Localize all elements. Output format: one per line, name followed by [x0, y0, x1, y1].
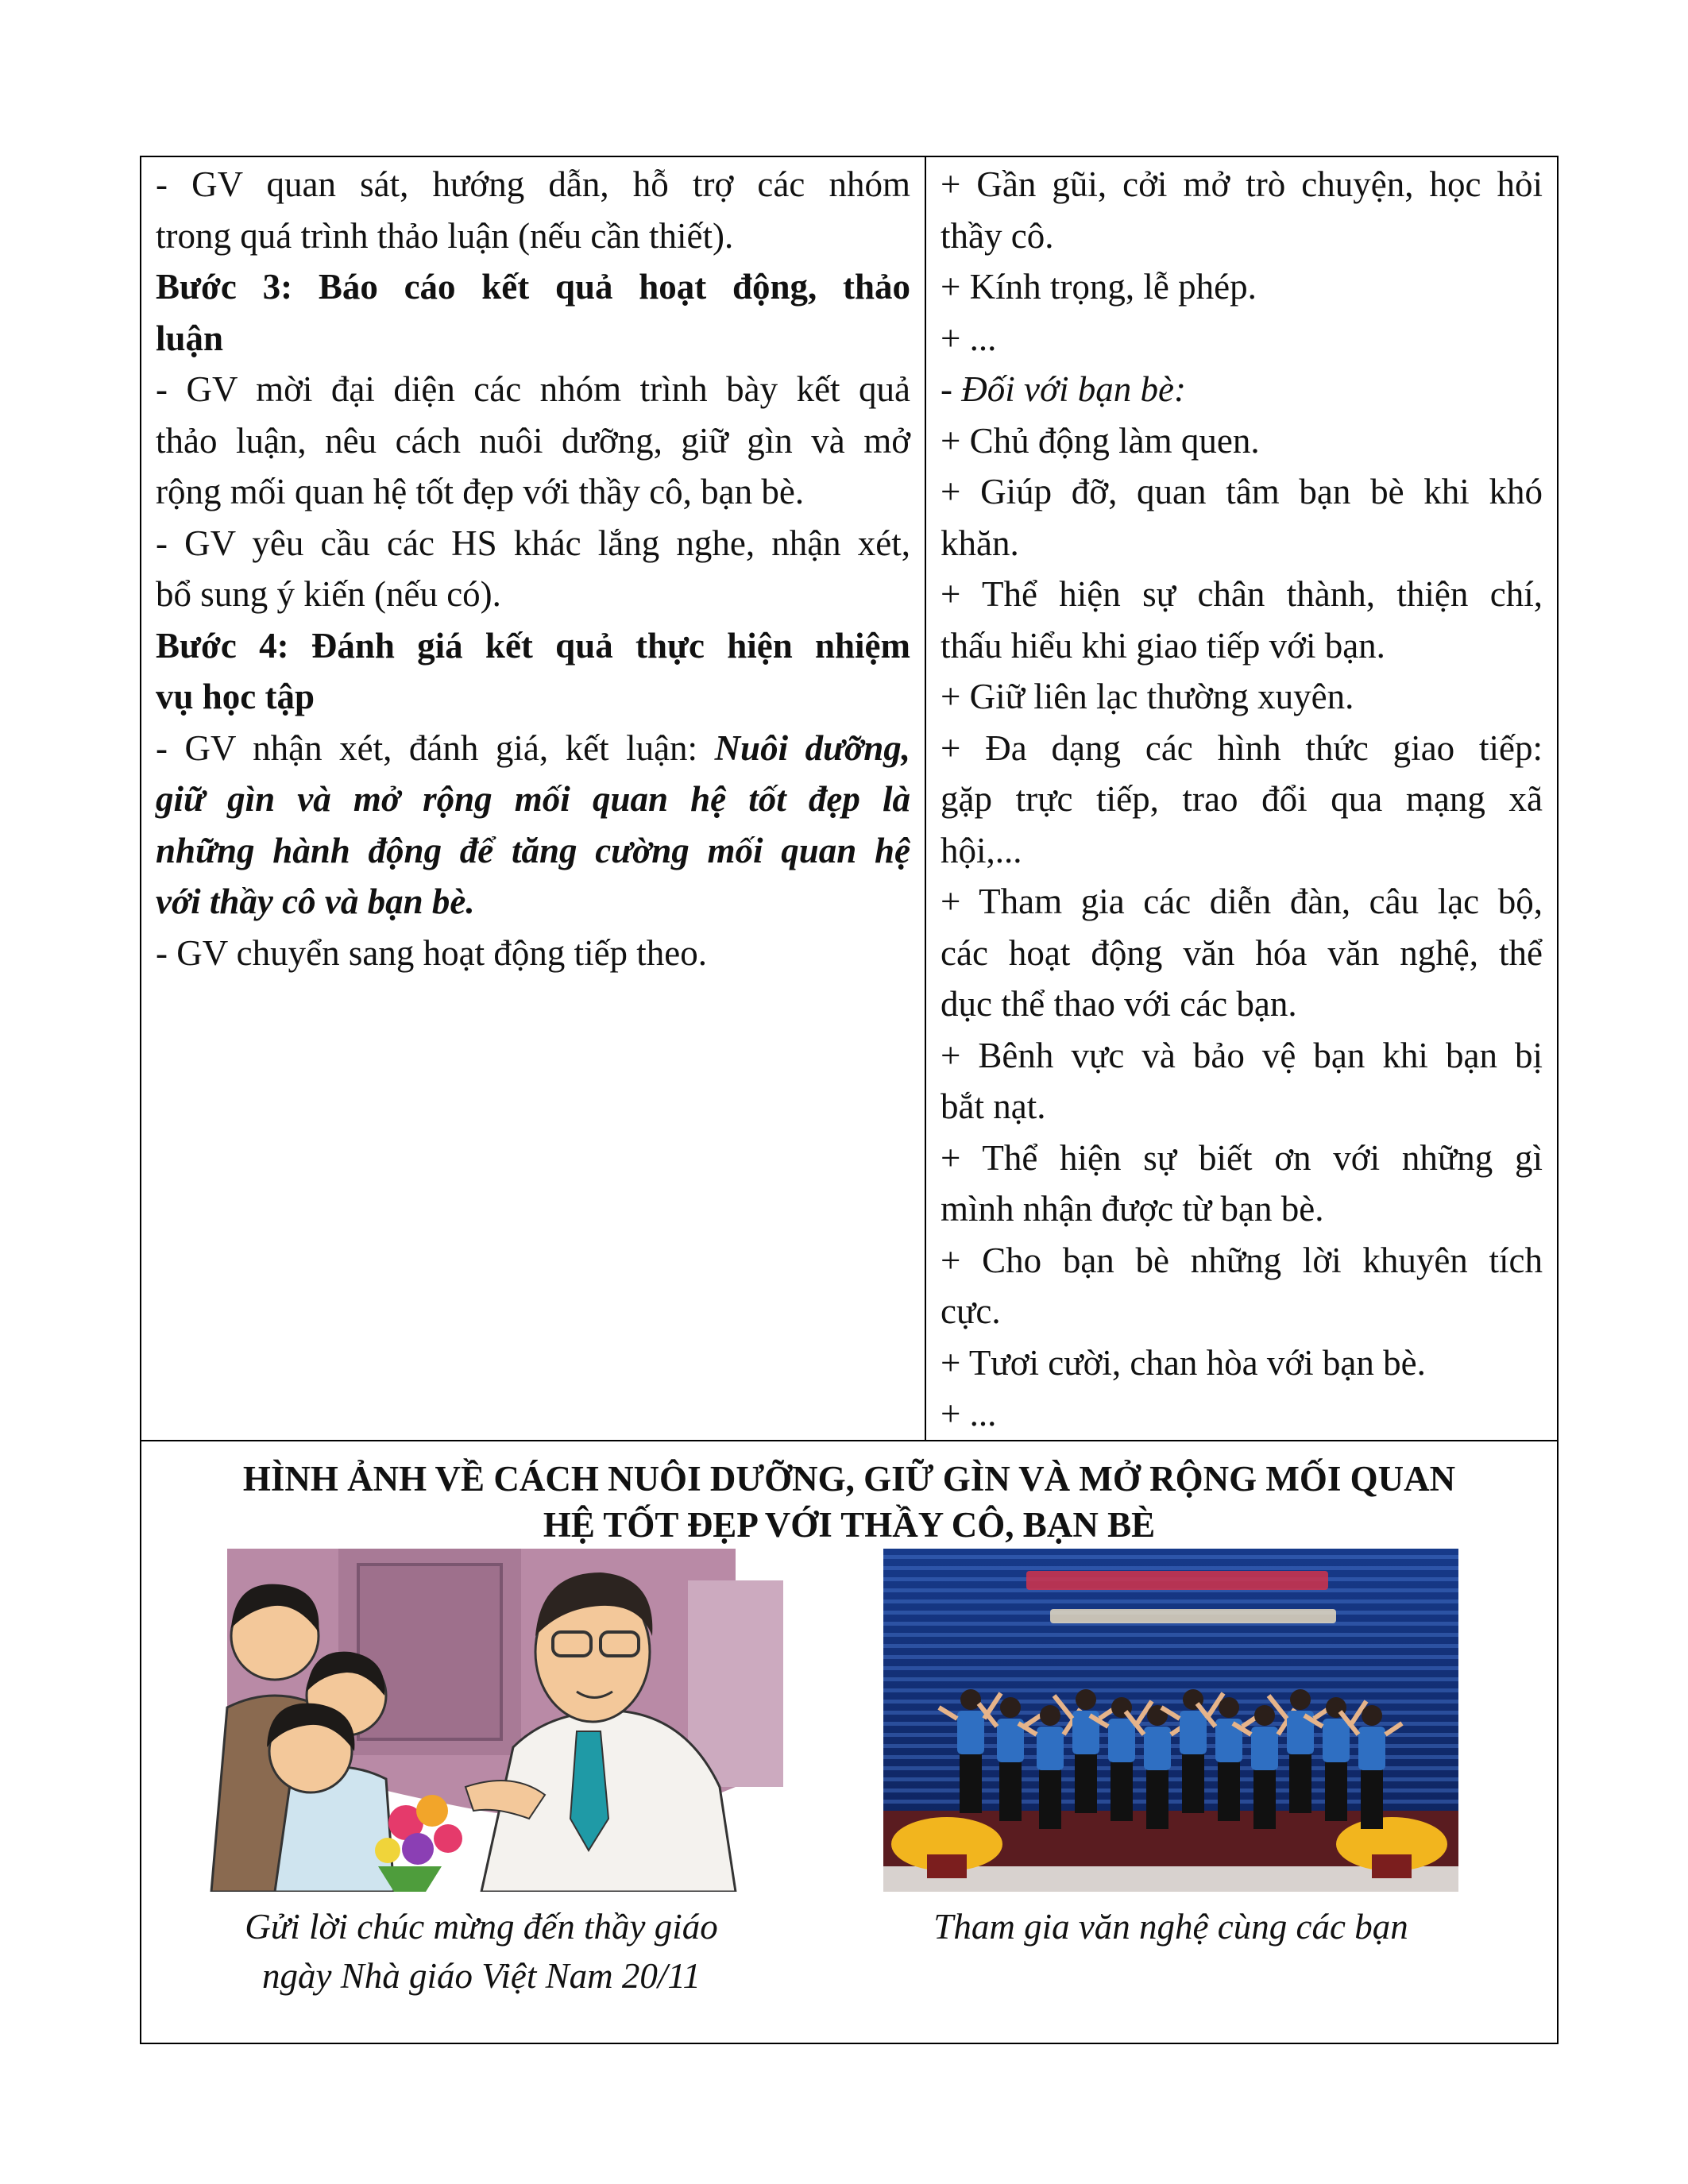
student-product-cell — [925, 156, 1558, 1441]
student-product-line: + Gần gũi, cởi mở trò chuyện, học hỏi — [941, 164, 1543, 204]
teacher-activity-line: Bước 3: Báo cáo kết quả hoạt động, thảo — [156, 267, 910, 307]
student-product-line: + Thể hiện sự biết ơn với những gì — [941, 1137, 1543, 1178]
student-product-line: + Tham gia các diễn đàn, câu lạc bộ, — [941, 882, 1543, 921]
student-product-line: cực. — [941, 1291, 1001, 1331]
student-product-line: + Chủ động làm quen. — [941, 420, 1260, 461]
teacher-activity-line: những hành động để tăng cường mối quan hệ — [156, 830, 910, 870]
student-product-line: các hoạt động văn hóa văn nghệ, thể — [941, 932, 1543, 973]
student-product-text — [926, 157, 1557, 1440]
left-caption-line-1: Gửi lời chúc mừng đến thầy giáo — [245, 1906, 718, 1947]
teacher-activity-line: - GV yêu cầu các HS khác lắng nghe, nhận xét, — [156, 523, 910, 563]
student-product-line: + Kính trọng, lễ phép. — [941, 267, 1257, 307]
student-product-line: gặp trực tiếp, trao đổi qua mạng xã — [941, 779, 1543, 819]
teacher-activity-line: với thầy cô và bạn bè. — [156, 882, 475, 921]
section-title-line-1: HÌNH ẢNH VỀ CÁCH NUÔI DƯỠNG, GIỮ GÌN VÀ MỞ RỘNG MỐI QUAN — [242, 1458, 1456, 1499]
teacher-activity-line: - GV nhận xét, đánh giá, kết luận: Nuôi dưỡng, — [156, 727, 910, 768]
right-caption-line: Tham gia văn nghệ cùng các bạn — [933, 1906, 1408, 1947]
student-product-line: + ... — [941, 1394, 997, 1433]
student-product-line: thấu hiểu khi giao tiếp với bạn. — [941, 625, 1385, 666]
image-section-cell — [141, 1441, 1558, 2043]
left-caption-line-2: ngày Nhà giáo Việt Nam 20/11 — [261, 1955, 701, 1996]
dance-performance-photo — [883, 1549, 1458, 1892]
student-product-line: + Đa dạng các hình thức giao tiếp: — [941, 727, 1543, 768]
teacher-activity-line: thảo luận, nêu cách nuôi dưỡng, giữ gìn và mở — [156, 420, 910, 461]
left-figure-caption — [180, 1902, 783, 2001]
student-product-line: + Tươi cười, chan hòa với bạn bè. — [941, 1342, 1426, 1383]
right-figure-caption — [883, 1902, 1458, 1951]
student-product-line: thầy cô. — [941, 215, 1054, 256]
teacher-activity-line: - GV mời đại diện các nhóm trình bày kết quả — [156, 369, 910, 409]
student-product-line: bắt nạt. — [941, 1086, 1046, 1126]
teacher-activity-line: bổ sung ý kiến (nếu có). — [156, 574, 501, 614]
teacher-greeting-illustration — [180, 1549, 783, 1892]
student-product-line: - Đối với bạn bè: — [941, 369, 1186, 409]
student-product-line: + ... — [941, 318, 997, 358]
student-product-line: mình nhận được từ bạn bè. — [941, 1189, 1324, 1229]
lesson-table — [140, 156, 1559, 2044]
teacher-activity-line: Bước 4: Đánh giá kết quả thực hiện nhiệm — [156, 625, 910, 666]
section-title-line-2: HỆ TỐT ĐẸP VỚI THẦY CÔ, BẠN BÈ — [543, 1504, 1156, 1545]
teacher-activity-line: - GV quan sát, hướng dẫn, hỗ trợ các nhóm — [156, 164, 910, 204]
student-product-line: + Giúp đỡ, quan tâm bạn bè khi khó — [941, 472, 1543, 511]
teacher-activity-line: luận — [156, 318, 224, 358]
student-product-line: + Cho bạn bè những lời khuyên tích — [941, 1240, 1543, 1280]
teacher-activity-line: trong quá trình thảo luận (nếu cần thiết). — [156, 215, 734, 256]
teacher-activity-cell — [141, 156, 925, 1441]
teacher-activity-line: giữ gìn và mở rộng mối quan hệ tốt đẹp là — [156, 779, 910, 819]
teacher-activity-line: - GV chuyển sang hoạt động tiếp theo. — [156, 932, 708, 973]
student-product-line: + Thể hiện sự chân thành, thiện chí, — [941, 574, 1543, 614]
student-product-line: + Giữ liên lạc thường xuyên. — [941, 677, 1354, 716]
teacher-activity-line: rộng mối quan hệ tốt đẹp với thầy cô, bạn bè. — [156, 472, 805, 511]
student-product-line: khăn. — [941, 523, 1019, 563]
student-product-line: + Bênh vực và bảo vệ bạn khi bạn bị — [941, 1035, 1543, 1075]
teacher-activity-text — [141, 157, 925, 978]
student-product-line: dục thể thao với các bạn. — [941, 984, 1297, 1024]
section-title — [173, 1456, 1525, 1548]
teacher-activity-line: vụ học tập — [156, 677, 315, 716]
student-product-line: hội,... — [941, 830, 1022, 870]
